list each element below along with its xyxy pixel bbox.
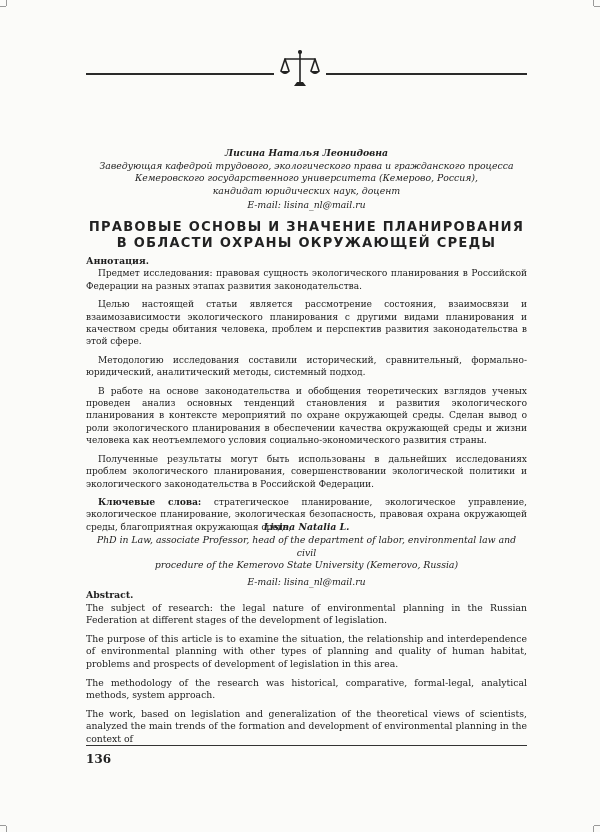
abstract-paragraph: Полученные результаты могут быть использованы в дальнейших исследованиях проблем экологического планирования, совершенствовании экологической политики и экологического законодательства в Российской Федерации. bbox=[86, 454, 527, 490]
abstract-paragraph: В работе на основе законодательства и обобщения теоретических взглядов ученых проведен анализ основных тенденций становления и развития экологического планирования в контексте мероприятий по охране окружающей среды. Сделан вывод о роли экологического планирования в обеспечении качества окружающей среды и жизни человека как неотъемлемого условия социально-экономического развития страны. bbox=[86, 386, 527, 447]
article-title bbox=[86, 220, 527, 252]
abstract-paragraph: Целью настоящей статьи является рассмотрение состояния, взаимосвязи и взаимозависимости экологического планирования с другими видами планирования и качеством среды обитания человека, проблем и перспектив развития законодательства в этой сфере. bbox=[86, 300, 527, 348]
crop-mark bbox=[593, 826, 594, 832]
crop-mark bbox=[593, 0, 594, 6]
crop-mark bbox=[6, 0, 7, 6]
footer-rule bbox=[86, 745, 527, 746]
header-rule-right bbox=[326, 73, 527, 75]
page-number: 136 bbox=[86, 752, 112, 766]
crop-mark bbox=[594, 825, 600, 826]
author-block-ru bbox=[86, 148, 527, 213]
author-position-line: procedure of the Kemerovo State University (Kemerovo, Russia) bbox=[154, 560, 459, 572]
header-rule-left bbox=[86, 73, 274, 75]
abstract-paragraph: The methodology of the research was historical, comparative, formal-legal, analytical methods, system approach. bbox=[86, 677, 527, 702]
abstract-ru bbox=[86, 256, 527, 540]
abstract-paragraph: The purpose of this article is to examine the situation, the relationship and interdependence of environmental planning with other types of planning and quality of human habitat, problems and prospects of development of legislation in this area. bbox=[86, 633, 527, 670]
author-email-en: E-mail: lisina_nl@mail.ru bbox=[247, 577, 366, 589]
abstract-paragraph: The work, based on legislation and generalization of the theoretical views of scientists, analyzed the main trends of the formation and development of environmental planning in the context of bbox=[86, 708, 527, 745]
keywords-text: стратегическое планирование, экологическое управление, экологическое планирование, экологическая безопасность, правовая охрана окружающей среды, благоприятная окружающая среда, bbox=[86, 497, 527, 533]
author-name-ru: Лисина Наталья Леонидовна bbox=[224, 148, 389, 159]
author-position-line: кандидат юридических наук, доцент bbox=[212, 185, 401, 197]
author-block-en bbox=[86, 522, 527, 590]
abstract-heading-ru: Аннотация. bbox=[86, 256, 150, 267]
abstract-en bbox=[86, 590, 527, 753]
abstract-paragraph: Предмет исследования: правовая сущность экологического планирования в Российской Федерации на разных этапах развития законодательства. bbox=[86, 269, 527, 292]
author-name-en: Lisina Natalia L. bbox=[263, 522, 350, 533]
author-email-ru: E-mail: lisina_nl@mail.ru bbox=[247, 200, 366, 212]
abstract-paragraph: The subject of research: the legal nature of environmental planning in the Russian Federation at different stages of the development of legislation. bbox=[86, 602, 527, 627]
crop-mark bbox=[6, 826, 7, 832]
crop-mark bbox=[594, 6, 600, 7]
keywords-label: Ключевые слова: bbox=[98, 497, 202, 508]
title-line: ПРАВОВЫЕ ОСНОВЫ И ЗНАЧЕНИЕ ПЛАНИРОВАНИЯ bbox=[88, 220, 525, 235]
crop-mark bbox=[0, 6, 6, 7]
author-position-line: Заведующая кафедрой трудового, экологического права и гражданского процесса bbox=[99, 160, 514, 172]
author-position-line: Кемеровского государственного университета (Кемерово, Россия), bbox=[135, 173, 478, 185]
abstract-paragraph: Методологию исследования составили исторический, сравнительный, формально-юридический, аналитический методы, системный подход. bbox=[86, 355, 527, 379]
abstract-heading-en: Abstract. bbox=[86, 590, 134, 601]
scales-of-justice-icon bbox=[277, 46, 323, 92]
title-line: В ОБЛАСТИ ОХРАНЫ ОКРУЖАЮЩЕЙ СРЕДЫ bbox=[116, 236, 497, 251]
author-position-line: PhD in Law, associate Professor, head of the department of labor, environmental law and civil bbox=[96, 534, 517, 559]
